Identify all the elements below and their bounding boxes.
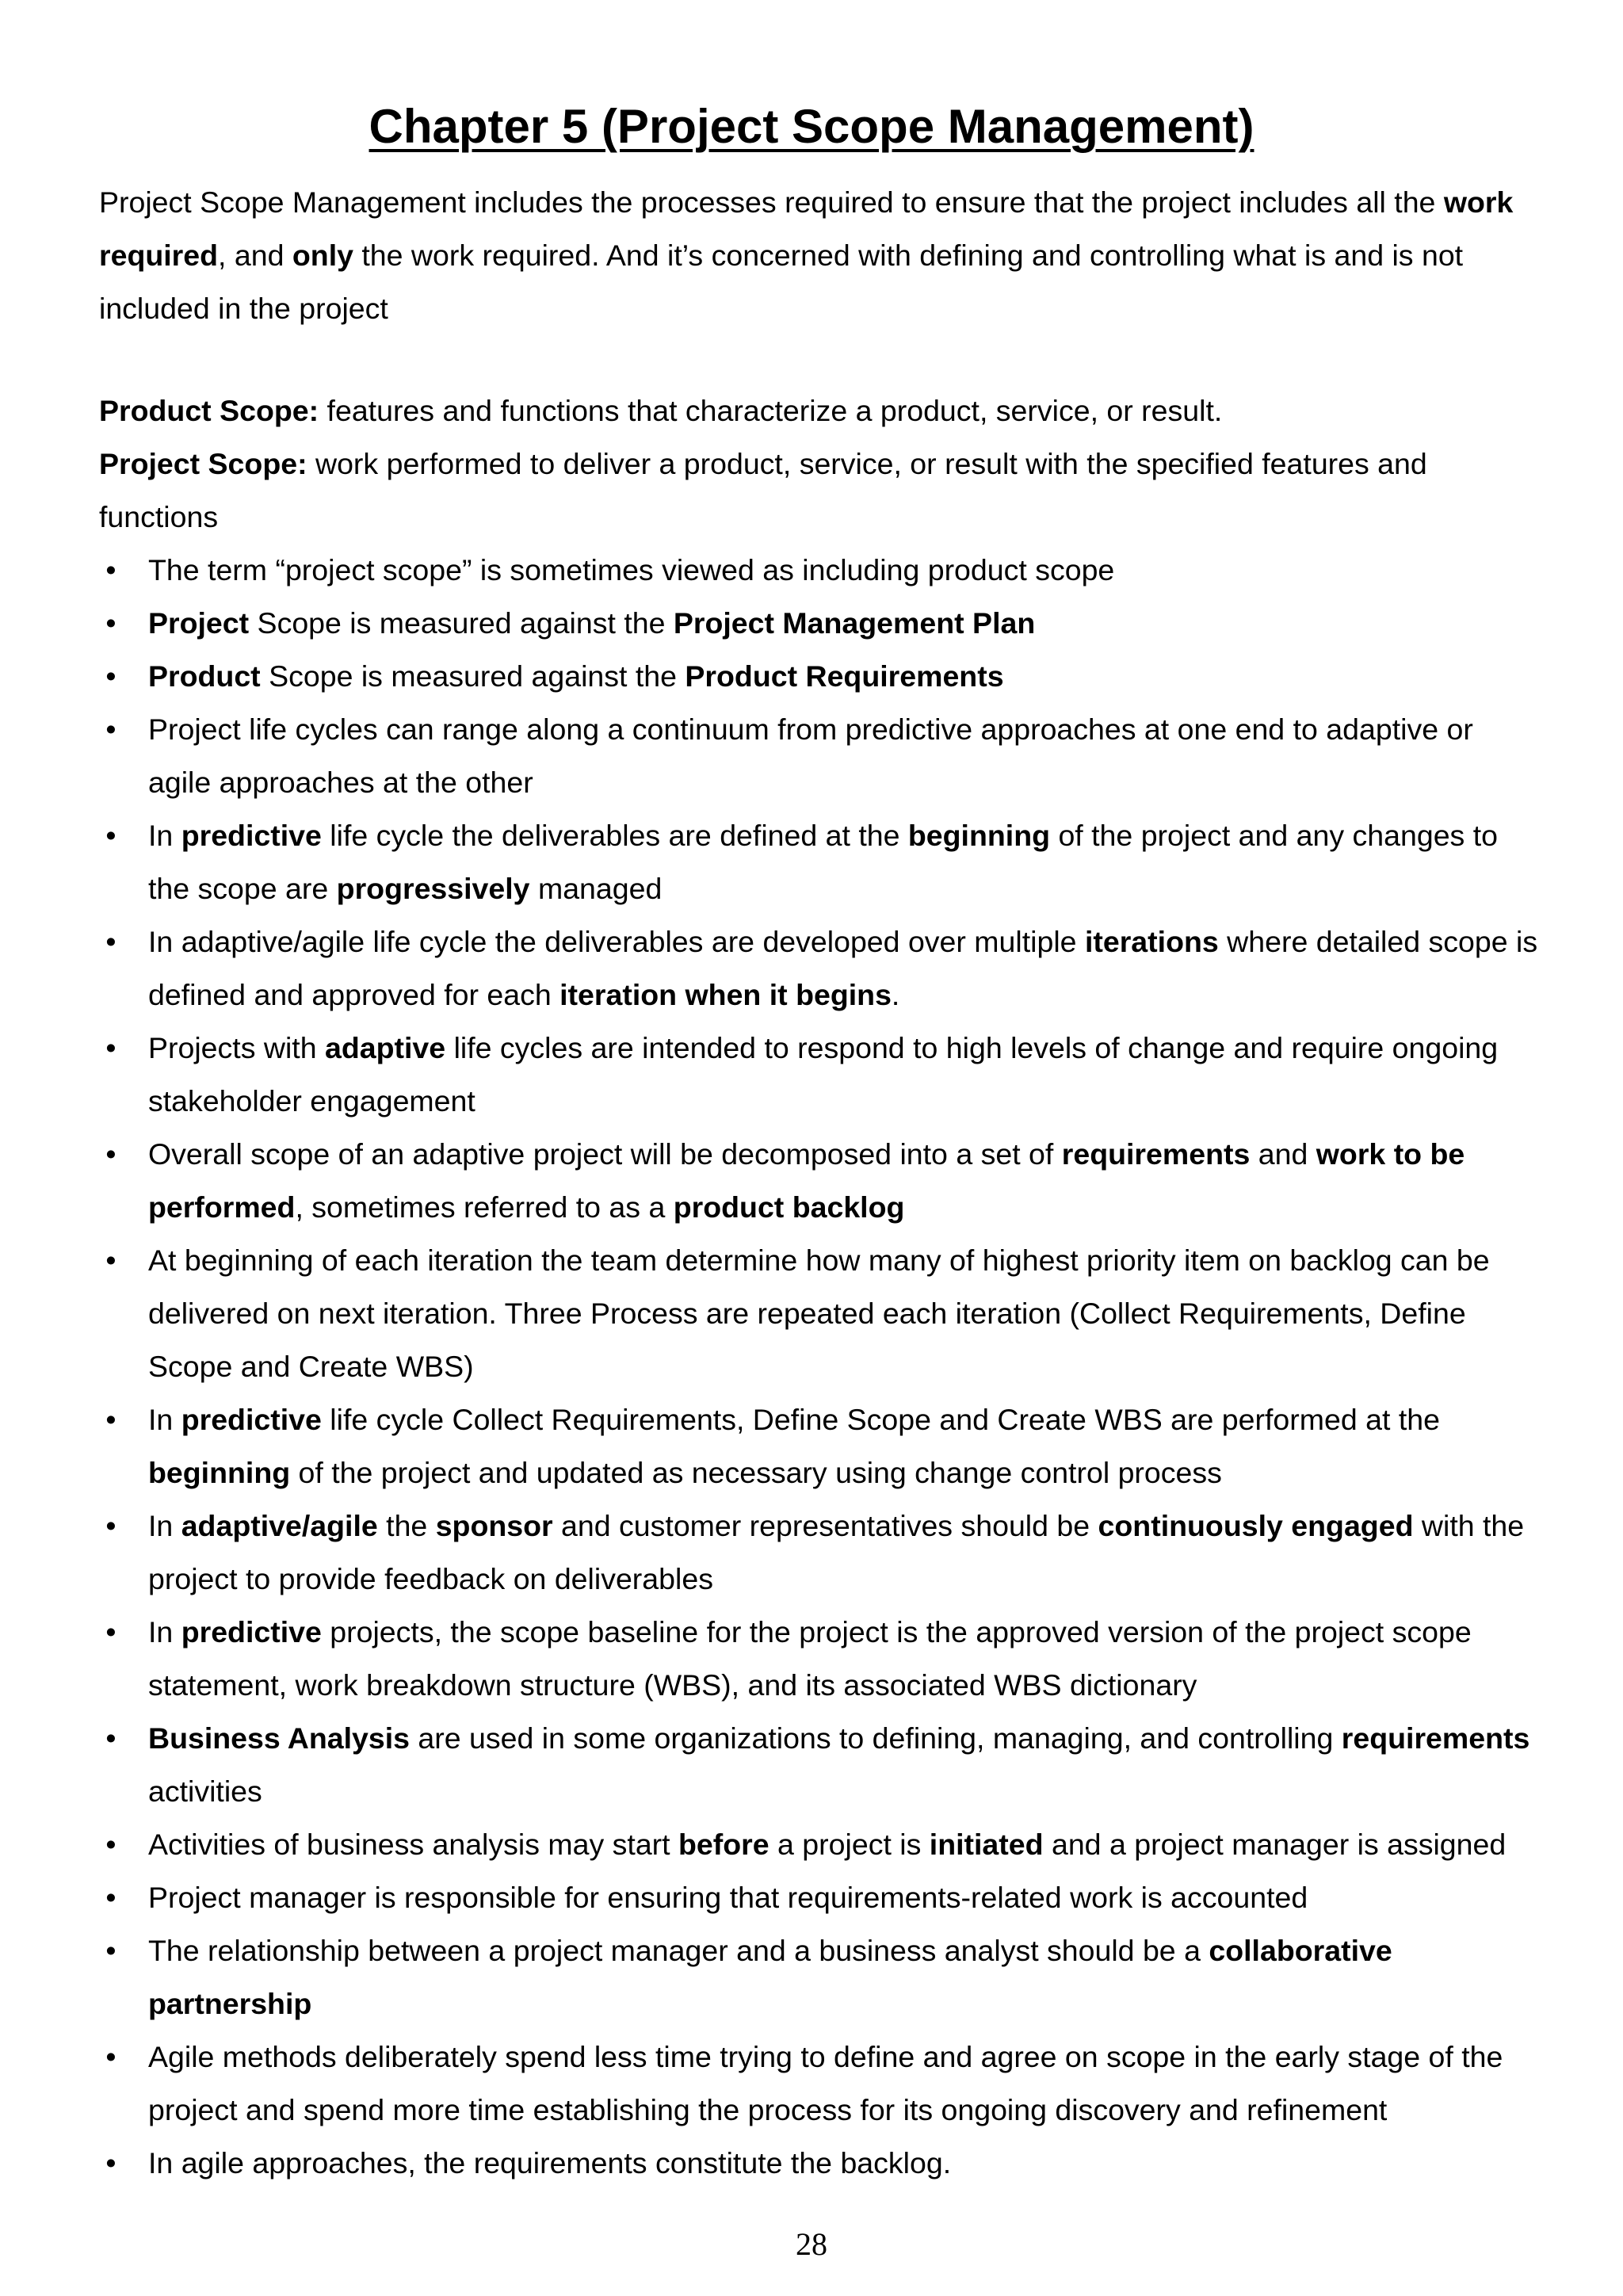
scope-definitions [99,384,1541,544]
bullet-text [148,659,1004,693]
bold-text-run: continuously engaged [1098,1509,1414,1542]
text-run: Projects with [148,1031,325,1064]
bullet-item [99,1128,1541,1234]
bold-text-run: before [678,1828,769,1861]
bullet-text [148,1137,1465,1224]
text-run: At beginning of each iteration the team determine how many of highest priority item on backlog can be delivered on next iteration. Three Process are repeated each iteration (Collect Requirements, Define Scope and Create WBS) [148,1244,1490,1383]
text-run: a project is [769,1828,930,1861]
bold-text-run: progressively [336,872,530,905]
bullet-text [148,1934,1392,2020]
bullet-item [99,2137,1541,2190]
bold-text-run: adaptive [325,1031,446,1064]
bullet-item [99,1924,1541,2030]
definition-paragraph [99,384,1541,437]
bullet-dot-icon: • [105,606,116,640]
bullet-dot-icon: • [105,1881,116,1914]
bullet-dot-icon: • [105,1244,116,1277]
text-run: and a project manager is assigned [1043,1828,1507,1861]
bullet-text [148,1031,1498,1117]
bullet-list [99,544,1541,2190]
text-run: Overall scope of an adaptive project will be decomposed into a set of [148,1137,1062,1171]
chapter-title: Chapter 5 (Project Scope Management) [369,100,1254,153]
bullet-item [99,2030,1541,2137]
text-run: The relationship between a project manager and a business analyst should be a [148,1934,1209,1967]
text-run: Agile methods deliberately spend less time trying to define and agree on scope in the early stage of the project and spend more time establishing the process for its ongoing discovery and refinement [148,2040,1503,2126]
bullet-item [99,1393,1541,1499]
text-run: The term “project scope” is sometimes viewed as including product scope [148,553,1115,586]
bullet-text [148,606,1035,640]
text-run: activities [148,1775,262,1808]
bullet-dot-icon: • [105,2040,116,2073]
bullet-dot-icon: • [105,819,116,852]
bold-text-run: sponsor [435,1509,553,1542]
bullet-dot-icon: • [105,1509,116,1542]
bullet-text [148,1721,1529,1808]
bold-text-run: predictive [181,1615,322,1648]
text-run: Activities of business analysis may start [148,1828,678,1861]
text-run: In adaptive/agile life cycle the deliverables are developed over multiple [148,925,1085,958]
bullet-text [148,1403,1440,1489]
bold-text-run: iterations [1084,925,1219,958]
bullet-text [148,819,1498,905]
bullet-dot-icon: • [105,712,116,746]
bold-text-run: adaptive/agile [181,1509,378,1542]
bold-text-run: beginning [148,1456,291,1489]
bullet-dot-icon: • [105,1934,116,1967]
bold-text-run: Project [148,606,250,640]
text-run: of the project and any changes to the scope are [148,819,1499,905]
text-run: with the project to provide feedback on deliverables [148,1509,1525,1595]
bullet-dot-icon: • [105,1721,116,1755]
bold-text-run: beginning [907,819,1051,852]
text-run: In agile approaches, the requirements constitute the backlog. [148,2146,952,2179]
bold-text-run: Product [148,659,261,693]
bold-text-run: predictive [181,1403,322,1436]
bullet-dot-icon: • [105,1615,116,1648]
bold-text-run: Business Analysis [148,1721,411,1755]
bullet-item [99,1871,1541,1924]
bullet-text [148,712,1473,799]
bullet-item [99,1022,1541,1128]
text-run: life cycle the deliverables are defined at the [321,819,908,852]
intro-paragraph [99,176,1541,335]
text-run: , and [218,239,292,272]
bullet-item [99,1818,1541,1871]
text-run: . [891,978,900,1011]
definition-paragraph [99,437,1541,544]
text-run: life cycle Collect Requirements, Define Scope and Create WBS are performed at the [321,1403,1440,1436]
text-run: of the project and updated as necessary using change control process [290,1456,1222,1489]
bold-text-run: only [292,239,353,272]
bullet-text [148,1615,1472,1702]
bullet-dot-icon: • [105,925,116,958]
bullet-text [148,1244,1490,1383]
text-run: , sometimes referred to as a [295,1190,674,1224]
bullet-item [99,1234,1541,1393]
text-run: and customer representatives should be [552,1509,1098,1542]
text-run: In [148,1403,181,1436]
bold-text-run: Project Management Plan [673,606,1036,640]
document-body [99,176,1541,2190]
bold-text-run: requirements [1061,1137,1251,1171]
text-run: Scope is measured against the [249,606,674,640]
text-run: In [148,819,181,852]
bullet-dot-icon: • [105,553,116,586]
bullet-text [148,1828,1506,1861]
bullet-text [148,925,1537,1011]
bullet-text [148,1881,1308,1914]
bullet-dot-icon: • [105,1403,116,1436]
bullet-item [99,650,1541,703]
bold-text-run: requirements [1341,1721,1530,1755]
bullet-item [99,1606,1541,1712]
text-run: the work required. And it’s concerned with defining and controlling what is and is not included in the project [99,239,1464,325]
bullet-dot-icon: • [105,2146,116,2179]
bullet-item [99,1712,1541,1818]
bullet-item [99,809,1541,915]
text-run: Project life cycles can range along a continuum from predictive approaches at one end to adaptive or agile approaches at the other [148,712,1473,799]
bullet-text [148,2146,951,2179]
text-run: work performed to deliver a product, service, or result with the specified features and functions [99,447,1427,533]
bold-text-run: Project Scope: [99,447,307,480]
text-run: Project Scope Management includes the processes required to ensure that the project includes all the [99,185,1444,219]
bullet-text [148,2040,1503,2126]
bold-text-run: collaborative partnership [148,1934,1392,2020]
bullet-dot-icon: • [105,659,116,693]
text-run: In [148,1615,181,1648]
page-number: 28 [796,2226,827,2262]
bullet-item [99,1499,1541,1606]
bold-text-run: iteration when it begins [559,978,892,1011]
bullet-item [99,915,1541,1022]
text-run: features and functions that characterize a product, service, or result. [319,394,1223,427]
text-run: and [1250,1137,1316,1171]
text-run: life cycles are intended to respond to high levels of change and require ongoing stakeholder engagement [148,1031,1499,1117]
bold-text-run: work required [99,185,1514,272]
bold-text-run: Product Requirements [685,659,1004,693]
text-run: are used in some organizations to defining, managing, and controlling [410,1721,1342,1755]
bold-text-run: Product Scope: [99,394,319,427]
bullet-item [99,703,1541,809]
text-run: the [377,1509,436,1542]
bullet-item [99,544,1541,597]
bullet-dot-icon: • [105,1828,116,1861]
bold-text-run: initiated [929,1828,1044,1861]
text-run: Project manager is responsible for ensuring that requirements-related work is accounted [148,1881,1308,1914]
text-run: In [148,1509,181,1542]
bold-text-run: work to be performed [148,1137,1465,1224]
bullet-item [99,597,1541,650]
bullet-dot-icon: • [105,1137,116,1171]
text-run: where detailed scope is defined and approved for each [148,925,1538,1011]
bold-text-run: predictive [181,819,322,852]
text-run: managed [529,872,663,905]
bullet-text [148,1509,1524,1595]
text-run: Scope is measured against the [260,659,685,693]
bullet-dot-icon: • [105,1031,116,1064]
bullet-text [148,553,1114,586]
text-run: projects, the scope baseline for the project is the approved version of the project scope statement, work breakdown structure (WBS), and its associated WBS dictionary [148,1615,1472,1702]
bold-text-run: product backlog [673,1190,905,1224]
paragraph-spacer [99,335,1541,384]
